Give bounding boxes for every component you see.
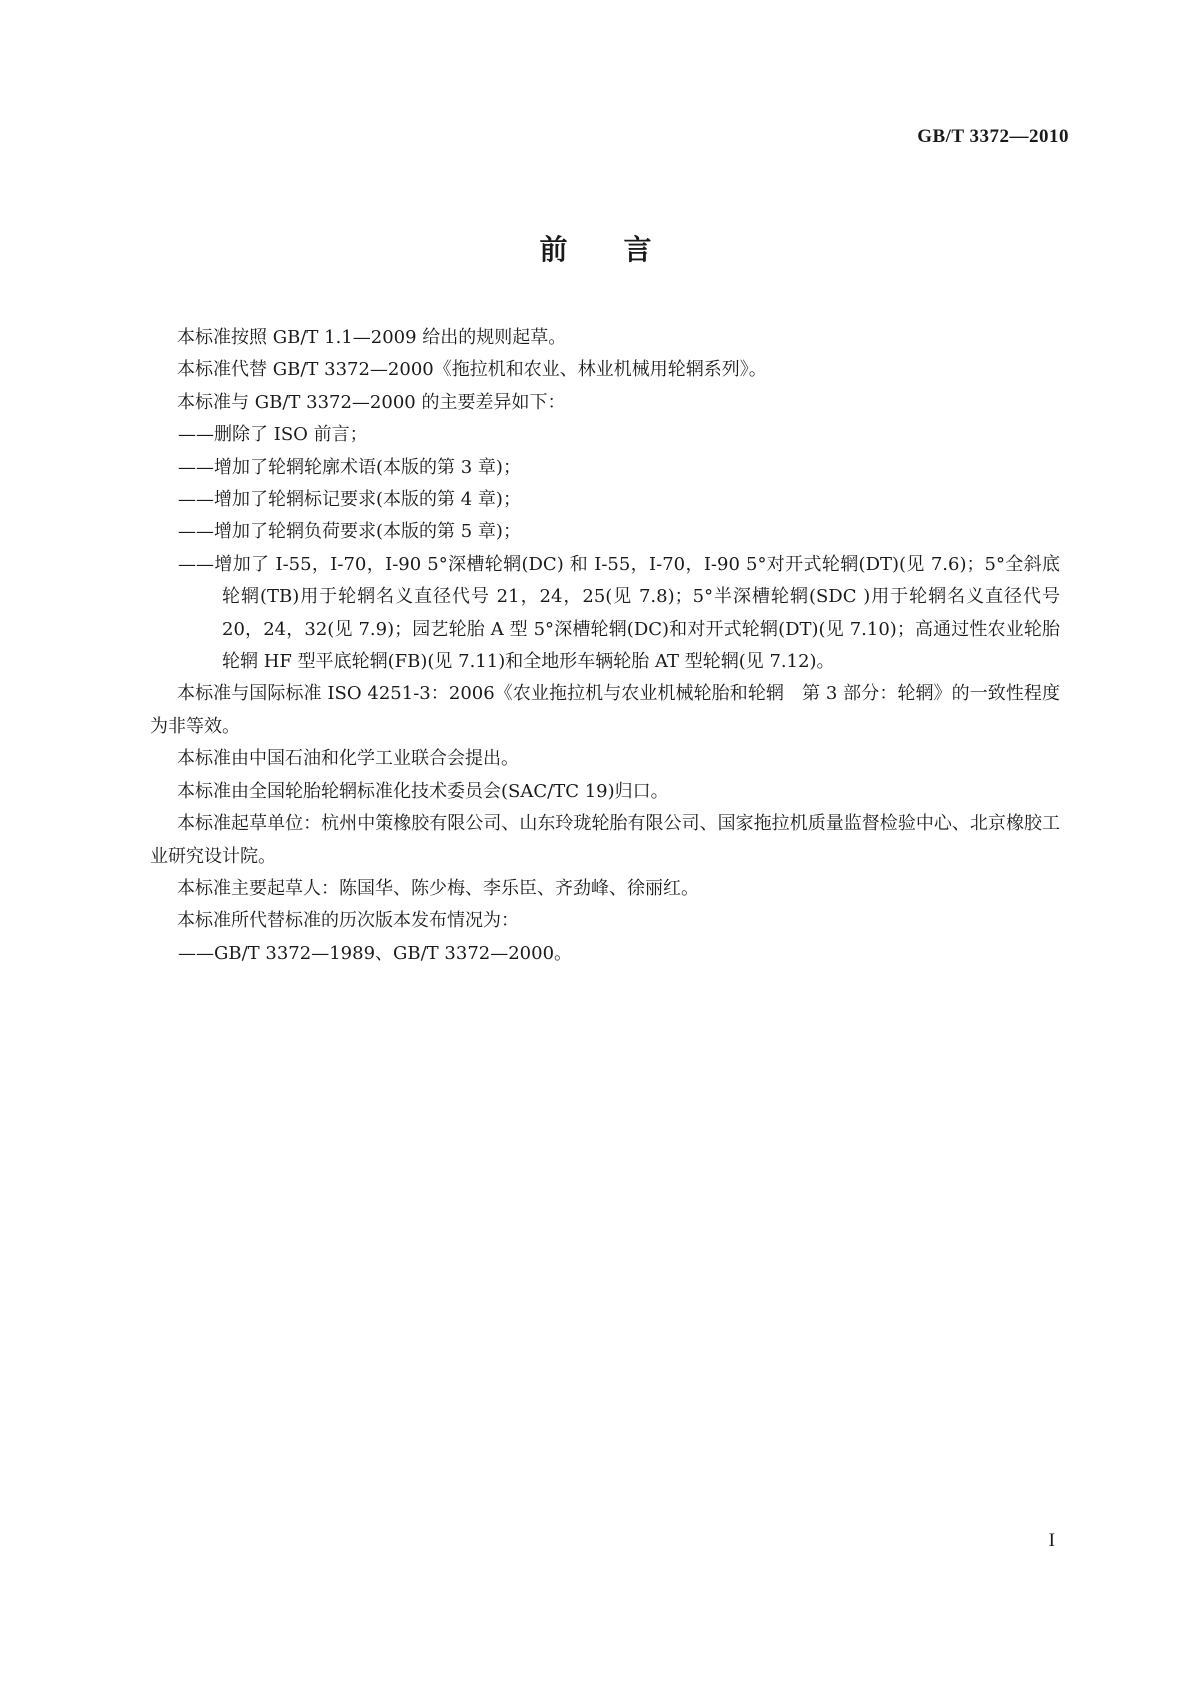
difference-item: ——增加了轮辋标记要求(本版的第 4 章)； — [178, 489, 521, 511]
page-number: I — [1048, 1530, 1055, 1551]
paragraph-iso-equivalence: 本标准与国际标准 ISO 4251-3：2006《农业拖拉机与农业机械轮胎和轮辋 第 3 部分：轮辋》的一致性程度为非等效。 — [150, 683, 1060, 737]
foreword-body — [150, 322, 1060, 970]
standard-code: GB/T 3372—2010 — [917, 126, 1069, 147]
paragraph-drafting-units: 本标准起草单位：杭州中策橡胶有限公司、山东玲珑轮胎有限公司、国家拖拉机质量监督检验中心、北京橡胶工业研究设计院。 — [150, 813, 1060, 867]
difference-item: ——删除了 ISO 前言； — [178, 424, 368, 446]
page-title: 前言 — [539, 233, 708, 266]
paragraph-previous-editions: 本标准所代替标准的历次版本发布情况为： — [177, 910, 519, 932]
paragraph-drafting-rules: 本标准按照 GB/T 1.1—2009 给出的规则起草。 — [177, 327, 567, 348]
paragraph-replaces: 本标准代替 GB/T 3372—2000《拖拉机和农业、林业机械用轮辋系列》。 — [177, 359, 767, 381]
paragraph-differences-intro: 本标准与 GB/T 3372—2000 的主要差异如下： — [177, 391, 566, 413]
paragraph-proposed-by: 本标准由中国石油和化学工业联合会提出。 — [177, 748, 519, 770]
paragraph-under-jurisdiction: 本标准由全国轮胎轮辋标准化技术委员会(SAC/TC 19)归口。 — [177, 780, 669, 802]
difference-item: ——增加了 I-55，I-70，I-90 5°深槽轮辋(DC) 和 I-55，I-70，I-90 5°对开式轮辋(DT)(见 7.6)；5°全斜底轮辋(TB)用于轮辋名义直径代号 21，24，25(见 7.8)；5°半深槽轮辋(SDC )用于轮辋名义直径代号 20，24，32(见 7.9)；园艺轮胎 A 型 5°深槽轮辋(DC)和对开式轮辋(DT)(见 7.10)；高通过性农业轮胎轮辋 HF 型平底轮辋(FB)(见 7.11)和全地形车辆轮胎 AT 型轮辋(见 7.12)。 — [178, 553, 1060, 673]
paragraph-drafters: 本标准主要起草人：陈国华、陈少梅、李乐臣、齐劲峰、徐丽红。 — [177, 877, 699, 899]
difference-item: ——增加了轮辋负荷要求(本版的第 5 章)； — [178, 521, 521, 543]
previous-edition-item: ——GB/T 3372—1989、GB/T 3372—2000。 — [178, 942, 573, 964]
difference-item: ——增加了轮辋轮廓术语(本版的第 3 章)； — [178, 456, 521, 478]
